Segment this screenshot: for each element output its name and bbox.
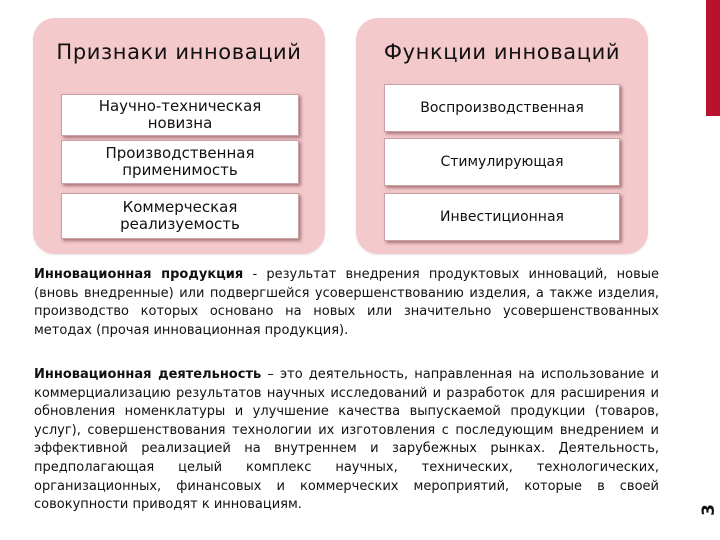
functions-title: Функции инноваций	[383, 40, 621, 64]
product-definition	[34, 266, 659, 340]
features-panel	[33, 18, 325, 254]
function-label: Инвестиционная	[440, 208, 564, 225]
function-box-reproductive	[384, 84, 620, 132]
accent-bar	[706, 0, 720, 116]
feature-label-line2: применимость	[122, 161, 238, 179]
feature-label-line1: Коммерческая	[122, 198, 238, 216]
function-label: Стимулирующая	[440, 153, 564, 170]
page-number: 3	[699, 504, 719, 516]
feature-label-line2: новизна	[147, 114, 213, 132]
function-label: Воспроизводственная	[420, 99, 584, 116]
activity-text: – это деятельность, направленная на использование и коммерциализацию результатов научных исследований и разработок для расширения и обновления номенклатуры и улучшение качества выпускаемой продукции (товаров, услуг), совершенствования технологии их изготовления с последующим внедрением и эффективной реализацией на внутреннем и зарубежных рынках. Деятельность, предполагающая целый комплекс научных, технических, технологических, организационных, финансовых и коммерческих мероприятий, которые в своей совокупности приводят к инновациям.	[34, 367, 659, 513]
feature-label-line2: реализуемость	[120, 215, 240, 233]
feature-box-applicability	[61, 140, 299, 184]
functions-panel	[356, 18, 648, 254]
feature-box-marketability	[61, 193, 299, 239]
activity-definition	[34, 366, 659, 515]
feature-label-line1: Научно-техническая	[98, 97, 262, 115]
feature-box-novelty	[61, 94, 299, 136]
function-box-stimulating	[384, 138, 620, 186]
product-term: Инновационная продукция	[34, 267, 244, 282]
product-text: - результат внедрения продуктовых инноваций, новые (вновь внедренные) или подвергшейся усовершенствованию изделия, а также изделия, производство которых основано на новых или значительно усовершенствованных методах (прочая инновационная продукция).	[34, 267, 659, 338]
function-box-investment	[384, 193, 620, 241]
activity-term: Инновационная деятельность	[34, 367, 262, 382]
feature-label-line1: Производственная	[105, 144, 255, 162]
features-title: Признаки инноваций	[56, 40, 302, 64]
